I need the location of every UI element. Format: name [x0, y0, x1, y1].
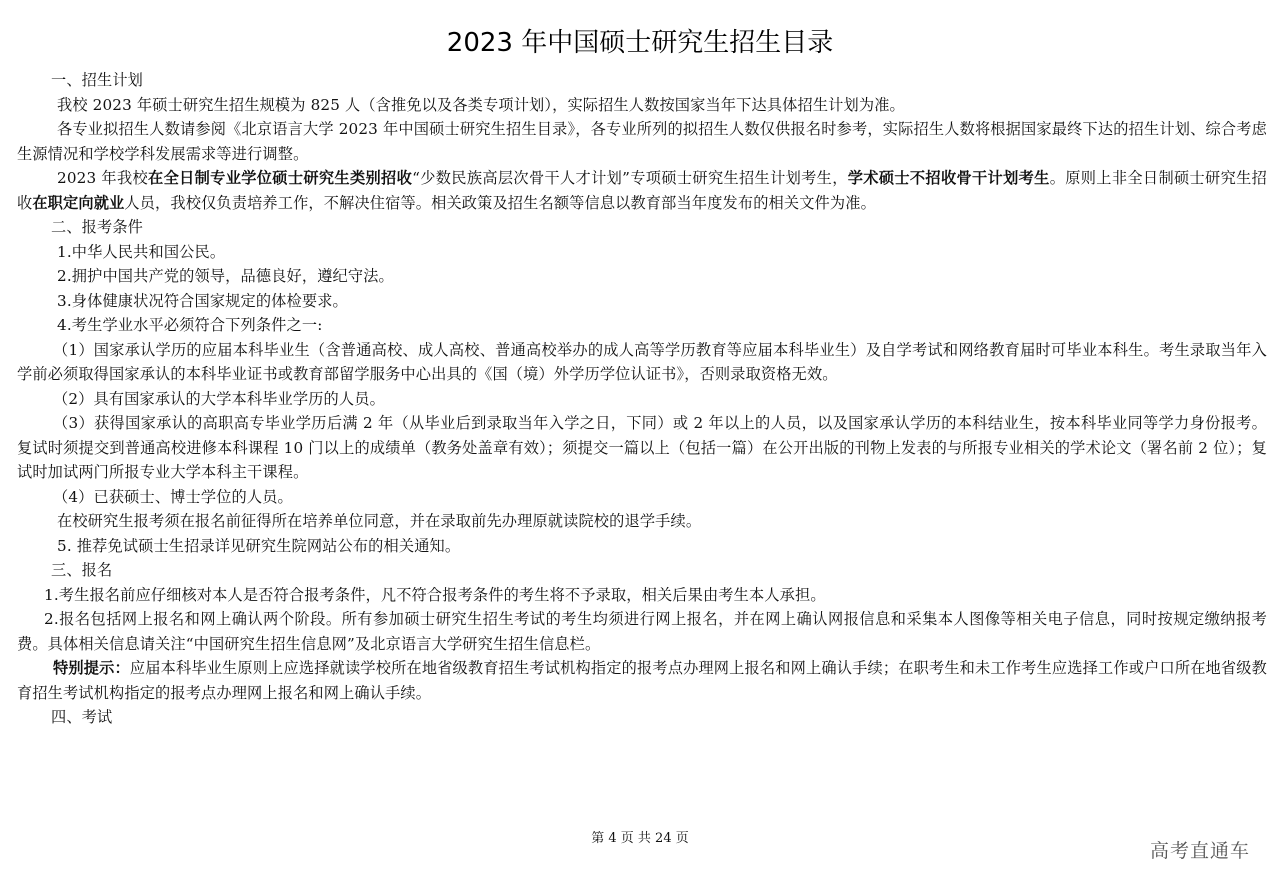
condition-4: 4.考生学业水平必须符合下列条件之一:	[57, 316, 323, 334]
registration-2: 2.报名包括网上报名和网上确认两个阶段。所有参加硕士研究生招生考试的考生均须进行网上报名，并在网上确认网报信息和采集本人图像等相关电子信息，同时按规定缴纳报考费。具体相关信息请关注“中国研究生招生信息网”及北京语言大学研究生招生信息栏。	[17, 610, 1267, 653]
withdrawal-note: 在校研究生报考须在报名前征得所在培养单位同意，并在录取前先办理原就读院校的退学手续。	[57, 512, 702, 530]
sub-condition-4: （4）已获硕士、博士学位的人员。	[53, 487, 293, 506]
section-1-paragraph-2: 各专业拟招生人数请参阅《北京语言大学 2023 年中国硕士研究生招生目录》，各专业所列的拟招生人数仅供报名时参考，实际招生人数将根据国家最终下达的招生计划、综合考虑生源情况和学校学科发展需求等进行调整。	[17, 120, 1267, 163]
p3-bold-academic: 学术硕士不招收骨干计划考生	[847, 169, 1050, 187]
p3-part-e: 。原则上非全日制硕士研究生招收	[17, 169, 1267, 212]
document-body	[17, 68, 1267, 730]
watermark-text: 高考直通车	[1149, 840, 1250, 862]
sub-condition-3: （3）获得国家承认的高职高专毕业学历后满 2 年（从毕业后到录取当年入学之日，下同）或 2 年以上的人员，以及国家承认学历的本科结业生，按本科毕业同等学力身份报考。复试时须提交到普通高校进修本科课程 10 门以上的成绩单（教务处盖章有效）；须提交一篇以上（包括一篇）在公开出版的刊物上发表的与所报专业相关的学术论文（署名前 2 位）；复试时加试两门所报专业大学本科主干课程。	[17, 414, 1267, 481]
p3-part-c: “少数民族高层次骨干人才计划”专项硕士研究生招生计划考生，	[412, 169, 848, 187]
condition-5: 5. 推荐免试硕士生招录详见研究生院网站公布的相关通知。	[57, 536, 461, 555]
condition-3: 3.身体健康状况符合国家规定的体检要求。	[57, 291, 348, 310]
section-4-heading: 四、考试	[51, 708, 113, 726]
section-2-heading: 二、报考条件	[51, 218, 144, 236]
sub-condition-1: （1）国家承认学历的应届本科毕业生（含普通高校、成人高校、普通高校举办的成人高等学历教育等应届本科毕业生）及自学考试和网络教育届时可毕业本科生。考生录取当年入学前必须取得国家承认的本科毕业证书或教育部留学服务中心出具的《国（境）外学历学位认证书》，否则录取资格无效。	[17, 340, 1267, 383]
special-tip-label: 特别提示：	[53, 659, 130, 677]
section-1-paragraph-1: 我校 2023 年硕士研究生招生规模为 825 人（含推免以及各类专项计划），实际招生人数按国家当年下达具体招生计划为准。	[57, 95, 905, 114]
page-number-footer: 第 4 页 共 24 页	[591, 831, 689, 846]
special-tip	[17, 656, 1267, 705]
p3-bold-fulltime: 在全日制专业学位硕士研究生类别招收	[148, 169, 413, 187]
section-3-heading: 三、报名	[51, 561, 113, 579]
p3-part-a: 2023 年我校	[57, 169, 149, 187]
p3-bold-employment: 在职定向就业	[32, 193, 125, 212]
section-1-heading: 一、招生计划	[51, 71, 144, 89]
registration-1: 1.考生报名前应仔细核对本人是否符合报考条件，凡不符合报考条件的考生将不予录取，相关后果由考生本人承担。	[44, 585, 826, 604]
condition-1: 1.中华人民共和国公民。	[57, 242, 226, 261]
sub-condition-2: （2）具有国家承认的大学本科毕业学历的人员。	[53, 389, 385, 408]
p3-part-g: 人员，我校仅负责培养工作，不解决住宿等。相关政策及招生名额等信息以教育部当年度发布的相关文件为准。	[124, 193, 876, 212]
condition-2: 2.拥护中国共产党的领导，品德良好，遵纪守法。	[57, 267, 394, 285]
section-1-paragraph-3	[17, 166, 1267, 215]
special-tip-text: 应届本科毕业生原则上应选择就读学校所在地省级教育招生考试机构指定的报考点办理网上报名和网上确认手续；在职考生和未工作考生应选择工作或户口所在地省级教育招生考试机构指定的报考点办理网上报名和网上确认手续。	[17, 659, 1267, 702]
page-title: 2023 年中国硕士研究生招生目录	[446, 28, 834, 58]
